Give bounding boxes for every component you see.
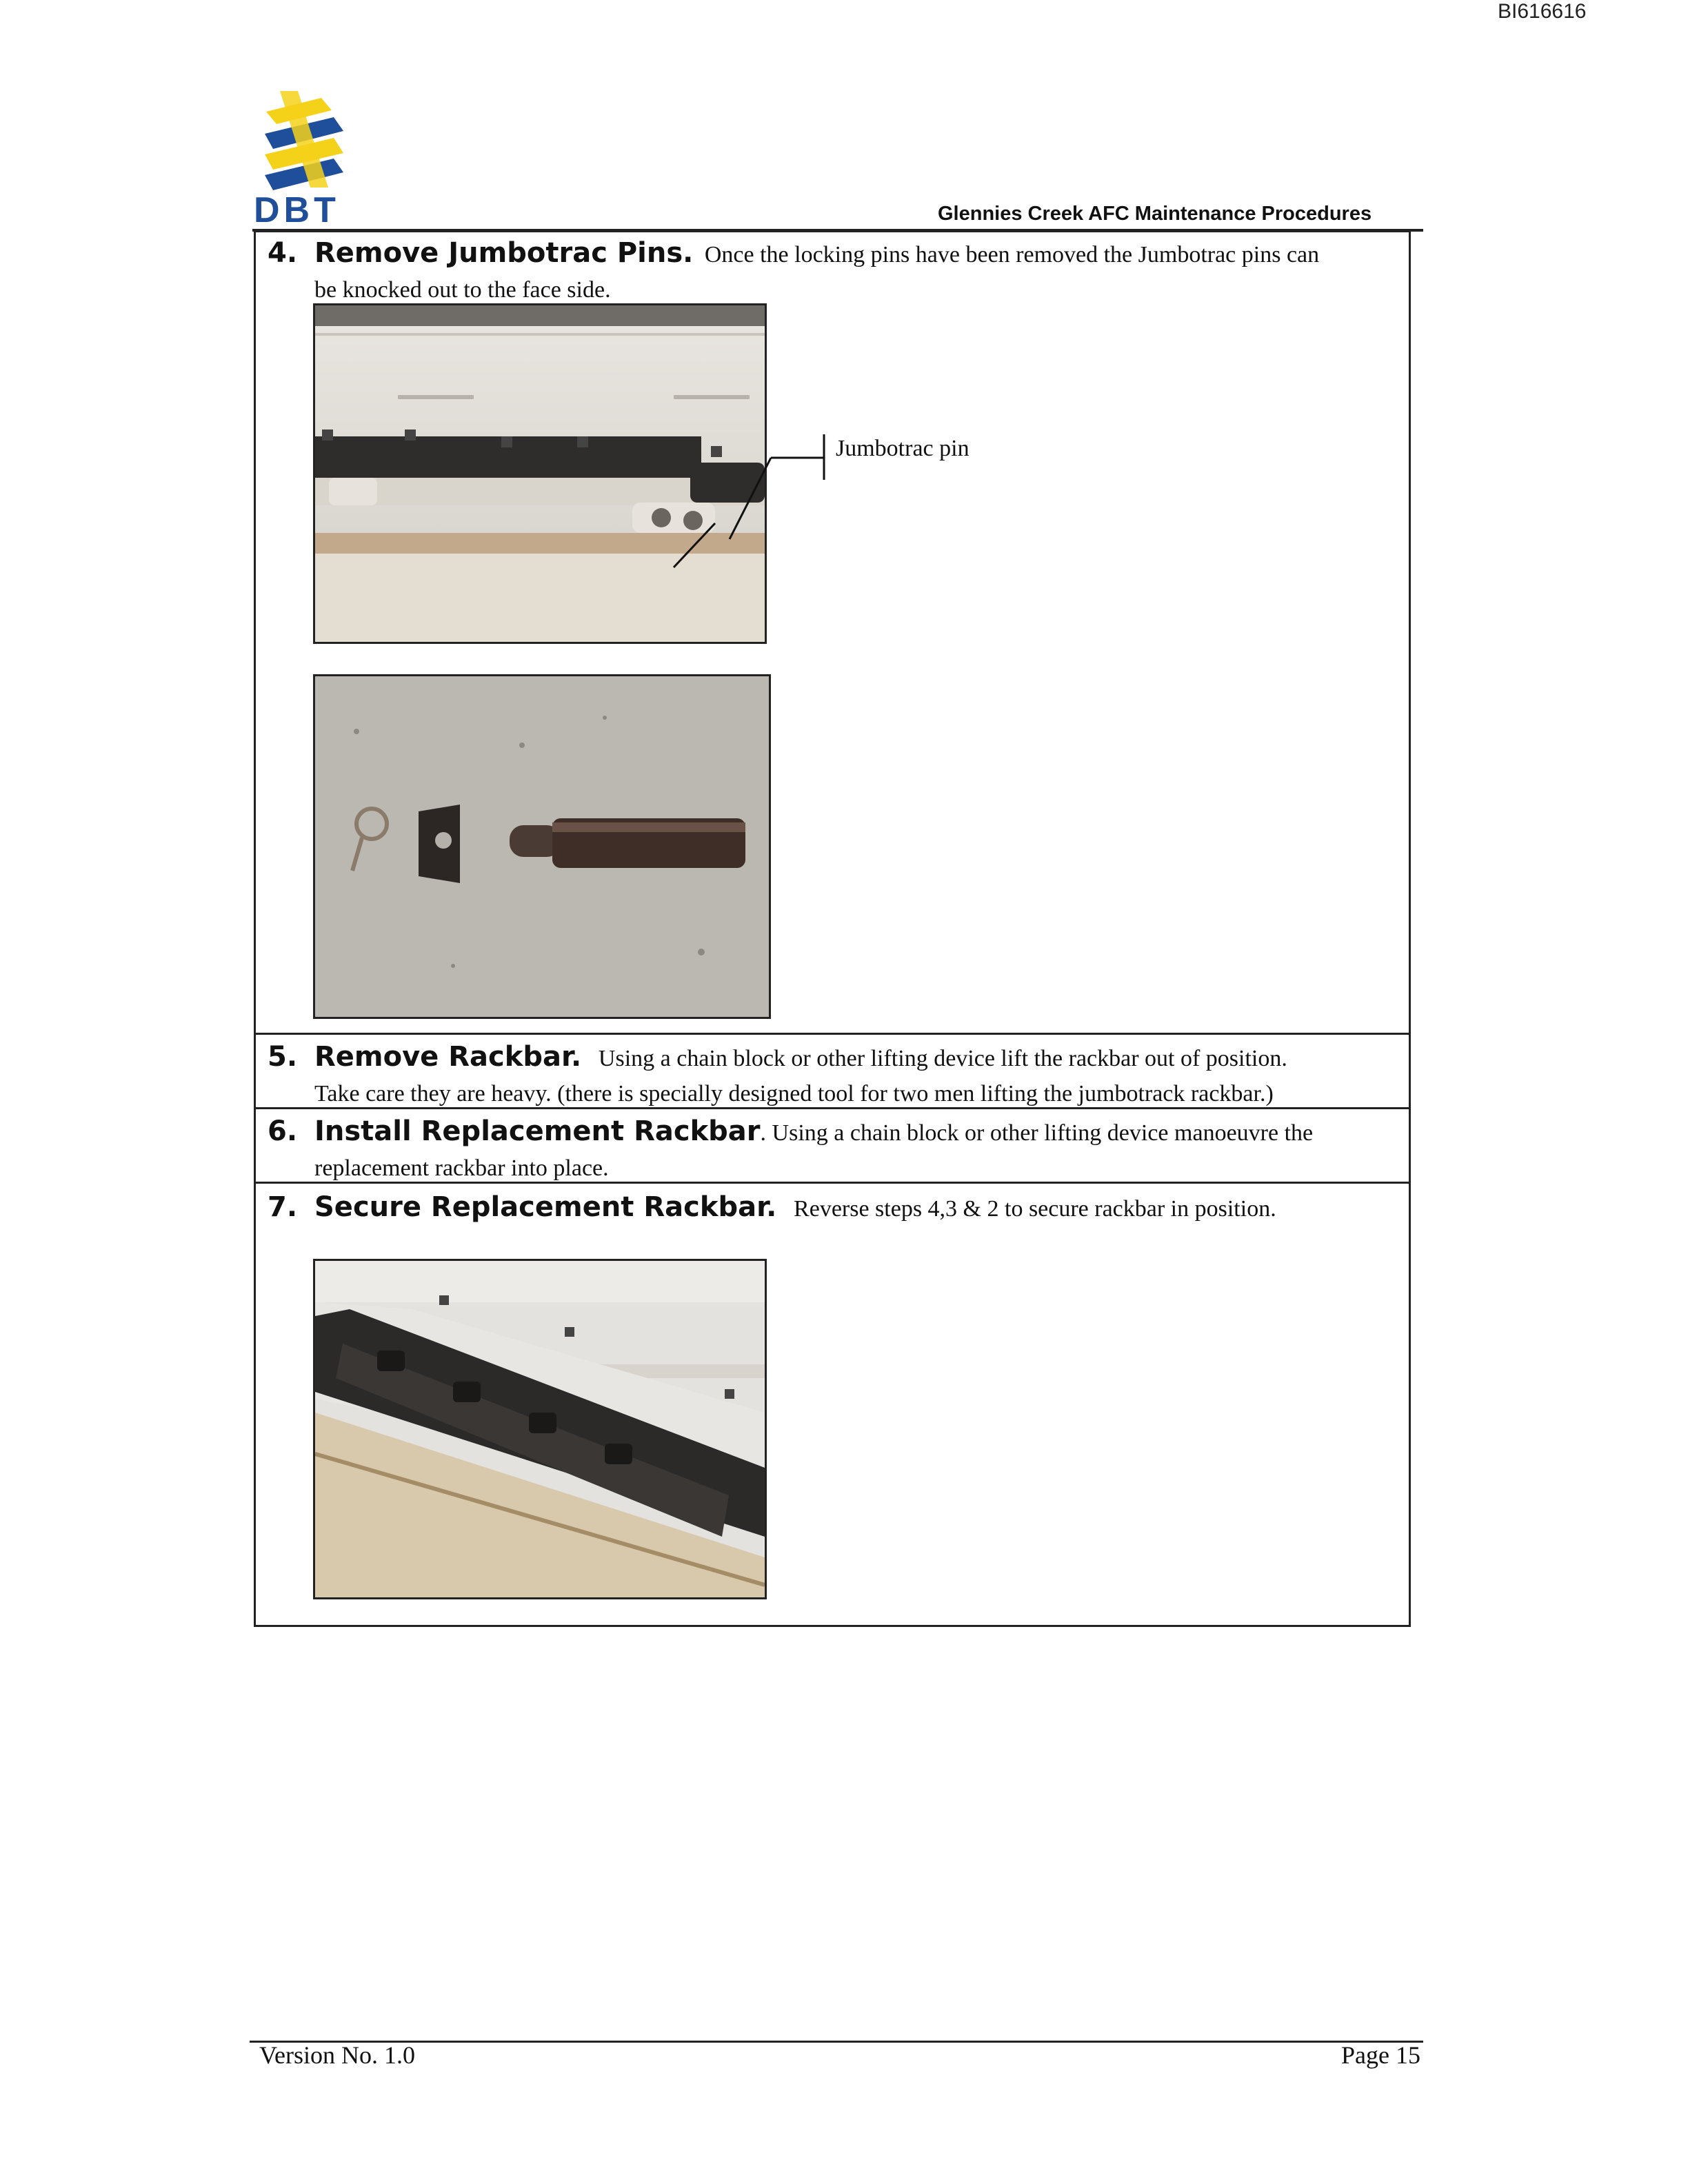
dbt-logo: [252, 91, 356, 226]
step-title: Remove Jumbotrac Pins.: [314, 237, 694, 269]
step-body: Using a chain block or other lifting device lift the rackbar out of position.: [598, 1046, 1287, 1071]
step-7: [268, 1190, 1398, 1226]
step-title: Install Replacement Rackbar: [314, 1115, 761, 1147]
step-body: Reverse steps 4,3 & 2 to secure rackbar in position.: [794, 1196, 1276, 1222]
step-title: Secure Replacement Rackbar.: [314, 1191, 777, 1223]
step-5: [268, 1040, 1398, 1076]
step-5-body-cont: Take care they are heavy. (there is specially designed tool for two men lifting the jumbotrack rackbar.): [314, 1081, 1274, 1106]
callout-leader-line: [717, 434, 841, 545]
footer-version: Version No. 1.0: [259, 2041, 415, 2069]
footer-page-number: Page 15: [1341, 2041, 1420, 2069]
step-body: . Using a chain block or other lifting device manoeuvre the: [760, 1120, 1314, 1146]
step-number: 7.: [268, 1191, 298, 1223]
logo-text: DBT: [254, 190, 340, 226]
step-4: [268, 236, 1398, 272]
step-6: [268, 1114, 1398, 1151]
step-title: Remove Rackbar.: [314, 1041, 582, 1073]
step-number: 5.: [268, 1041, 298, 1073]
step-4-body-cont: be knocked out to the face side.: [314, 277, 611, 303]
photo-jumbotrac-in-place: [313, 303, 767, 644]
document-id: BI616616: [1498, 0, 1587, 23]
step-divider-5: [254, 1033, 1411, 1035]
step-6-body-cont: replacement rackbar into place.: [314, 1155, 609, 1181]
photo-replacement-rackbar: [313, 1259, 767, 1599]
step-number: 4.: [268, 237, 298, 269]
photo-removed-pins: [313, 674, 771, 1019]
callout-label: Jumbotrac pin: [836, 436, 969, 461]
step-body: Once the locking pins have been removed the Jumbotrac pins can: [704, 242, 1320, 267]
page-header-title: Glennies Creek AFC Maintenance Procedures: [938, 203, 1372, 225]
step-number: 6.: [268, 1115, 298, 1147]
